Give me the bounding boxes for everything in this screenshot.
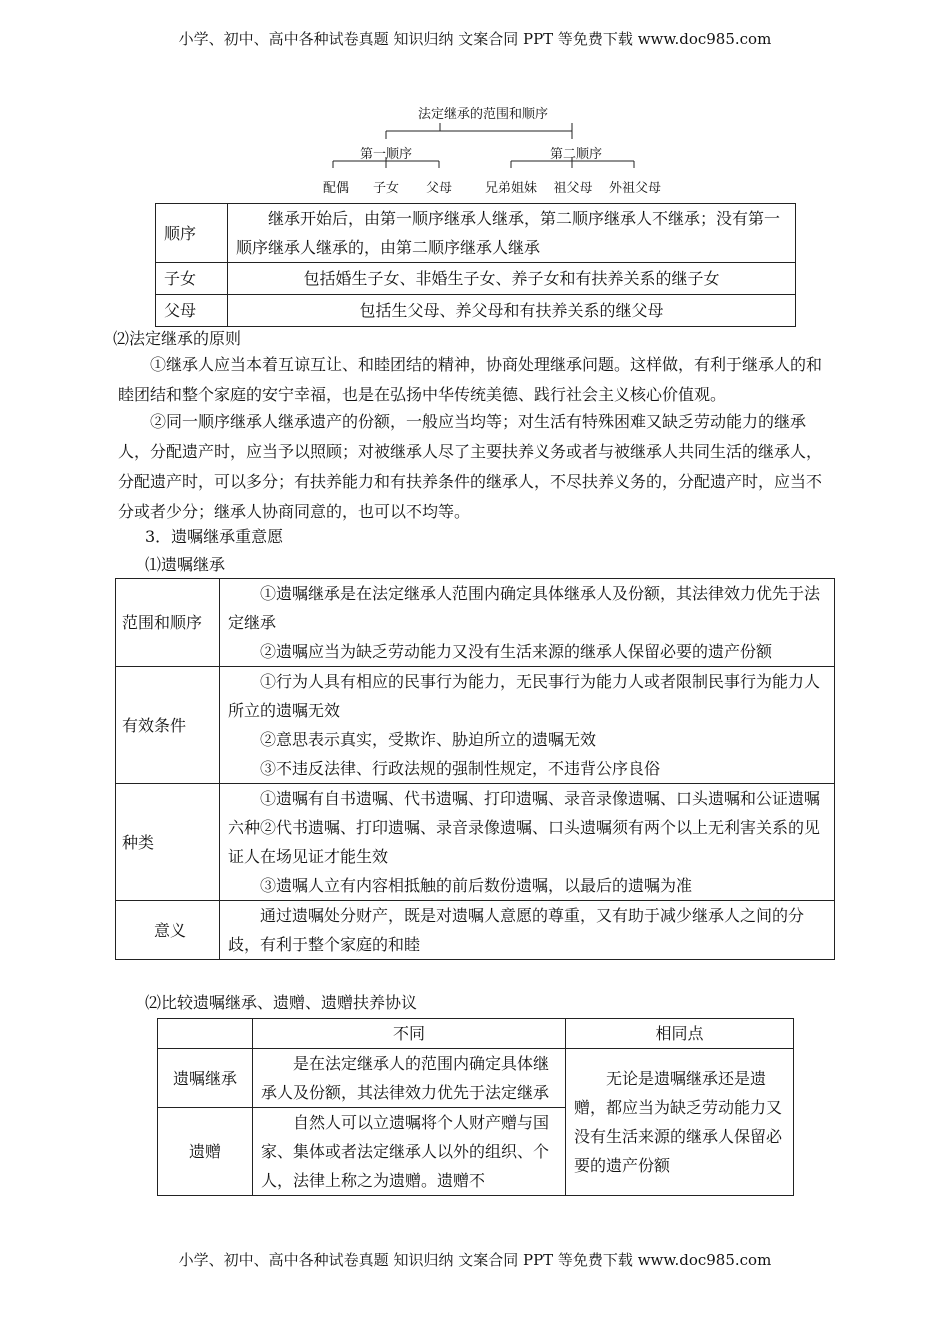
section-heading: ⑵法定继承的原则 bbox=[113, 329, 242, 348]
section-heading: ⑴遗嘱继承 bbox=[145, 555, 226, 574]
table-cell-key: 遗赠 bbox=[158, 1108, 253, 1196]
comparison-table bbox=[157, 1018, 794, 1196]
legal-inheritance-table bbox=[155, 203, 796, 327]
paragraph: ①继承人应当本着互谅互让、和睦团结的精神，协商处理继承问题。这样做，有利于继承人的和睦团结和整个家庭的安宁幸福，也是在弘扬中华传统美德、践行社会主义核心价值观。 bbox=[118, 355, 823, 404]
table-cell-value bbox=[220, 901, 835, 960]
table-cell-value bbox=[220, 667, 835, 784]
table-cell-key: 种类 bbox=[116, 784, 220, 901]
table-cell-key: 顺序 bbox=[156, 204, 228, 263]
diagram-spouse: 配偶 bbox=[322, 181, 350, 196]
table-cell-key: 遗嘱继承 bbox=[158, 1049, 253, 1108]
diagram-siblings: 兄弟姐妹 bbox=[484, 181, 538, 196]
inheritance-order-diagram bbox=[300, 95, 680, 200]
diagram-children: 子女 bbox=[372, 181, 400, 196]
cell-line: ①遗嘱继承是在法定继承人范围内确定具体继承人及份额，其法律效力优先于法定继承 bbox=[228, 584, 821, 632]
cell-line: ③不违反法律、行政法规的强制性规定，不违背公序良俗 bbox=[260, 759, 661, 778]
section-heading: 3．遗嘱继承重意愿 bbox=[145, 527, 284, 546]
table-cell-key: 范围和顺序 bbox=[116, 579, 220, 667]
table-cell-value: 是在法定继承人的范围内确定具体继承人及份额，其法律效力优先于法定继承 bbox=[253, 1049, 566, 1108]
table-cell-key: 父母 bbox=[156, 295, 228, 327]
diagram-parents: 父母 bbox=[425, 181, 453, 196]
paragraph: ②同一顺序继承人继承遗产的份额，一般应当均等；对生活有特殊困难又缺乏劳动能力的继承人，分配遗产时，应当予以照顾；对被继承人尽了主要扶养义务或者与被继承人共同生活的继承人，分配遗产时，可以多分；有扶养能力和有扶养条件的继承人，不尽扶养义务的，分配遗产时，应当不分或者少分；继承人协商同意的，也可以不均等。 bbox=[118, 412, 823, 521]
table-cell-value bbox=[220, 784, 835, 901]
table-cell-value: 继承开始后，由第一顺序继承人继承，第二顺序继承人不继承；没有第一顺序继承人继承的，由第二顺序继承人继承 bbox=[228, 204, 796, 263]
table-row bbox=[116, 901, 835, 960]
table-cell-key: 子女 bbox=[156, 263, 228, 295]
table-header-same: 相同点 bbox=[566, 1019, 794, 1049]
diagram-paternal-grandparents: 祖父母 bbox=[553, 181, 593, 196]
table-row bbox=[158, 1049, 794, 1108]
diagram-second-order: 第二顺序 bbox=[549, 147, 603, 162]
table-row bbox=[156, 263, 796, 295]
table-row bbox=[156, 204, 796, 263]
page-footer: 小学、初中、高中各种试卷真题 知识归纳 文案合同 PPT 等免费下载 www.doc985.com bbox=[178, 1251, 772, 1269]
diagram-first-order: 第一顺序 bbox=[359, 147, 413, 162]
table-cell-value: 包括婚生子女、非婚生子女、养子女和有扶养关系的继子女 bbox=[228, 263, 796, 295]
cell-line: ②意思表示真实，受欺诈、胁迫所立的遗嘱无效 bbox=[260, 730, 597, 749]
table-header-diff: 不同 bbox=[253, 1019, 566, 1049]
table-header-empty bbox=[158, 1019, 253, 1049]
table-row bbox=[116, 579, 835, 667]
will-inheritance-table bbox=[115, 578, 835, 960]
cell-line: ②遗嘱应当为缺乏劳动能力又没有生活来源的继承人保留必要的遗产份额 bbox=[260, 642, 773, 661]
table-row bbox=[116, 667, 835, 784]
table-cell-same: 无论是遗嘱继承还是遗赠，都应当为缺乏劳动能力又没有生活来源的继承人保留必要的遗产份额 bbox=[566, 1049, 794, 1196]
table-row bbox=[116, 784, 835, 901]
table-cell-key: 有效条件 bbox=[116, 667, 220, 784]
table-cell-value bbox=[220, 579, 835, 667]
table-cell-value: 包括生父母、养父母和有扶养关系的继父母 bbox=[228, 295, 796, 327]
cell-line: 通过遗嘱处分财产，既是对遗嘱人意愿的尊重，又有助于减少继承人之间的分歧，有利于整个家庭的和睦 bbox=[228, 906, 805, 954]
table-row bbox=[156, 295, 796, 327]
page-header: 小学、初中、高中各种试卷真题 知识归纳 文案合同 PPT 等免费下载 www.doc985.com bbox=[178, 30, 772, 48]
diagram-maternal-grandparents: 外祖父母 bbox=[608, 181, 662, 196]
cell-line: ①遗嘱有自书遗嘱、代书遗嘱、打印遗嘱、录音录像遗嘱、口头遗嘱和公证遗嘱六种②代书遗嘱、打印遗嘱、录音录像遗嘱、口头遗嘱须有两个以上无利害关系的见证人在场见证才能生效 bbox=[228, 789, 821, 866]
diagram-root-label: 法定继承的范围和顺序 bbox=[417, 107, 549, 122]
cell-line: ③遗嘱人立有内容相抵触的前后数份遗嘱，以最后的遗嘱为准 bbox=[260, 876, 693, 895]
cell-line: ①行为人具有相应的民事行为能力，无民事行为能力人或者限制民事行为能力人所立的遗嘱无效 bbox=[228, 672, 821, 720]
table-cell-value: 自然人可以立遗嘱将个人财产赠与国家、集体或者法定继承人以外的组织、个人，法律上称之为遗赠。遗赠不 bbox=[253, 1108, 566, 1196]
section-heading: ⑵比较遗嘱继承、遗赠、遗赠扶养协议 bbox=[145, 993, 418, 1012]
table-header-row bbox=[158, 1019, 794, 1049]
table-cell-key: 意义 bbox=[116, 901, 220, 960]
